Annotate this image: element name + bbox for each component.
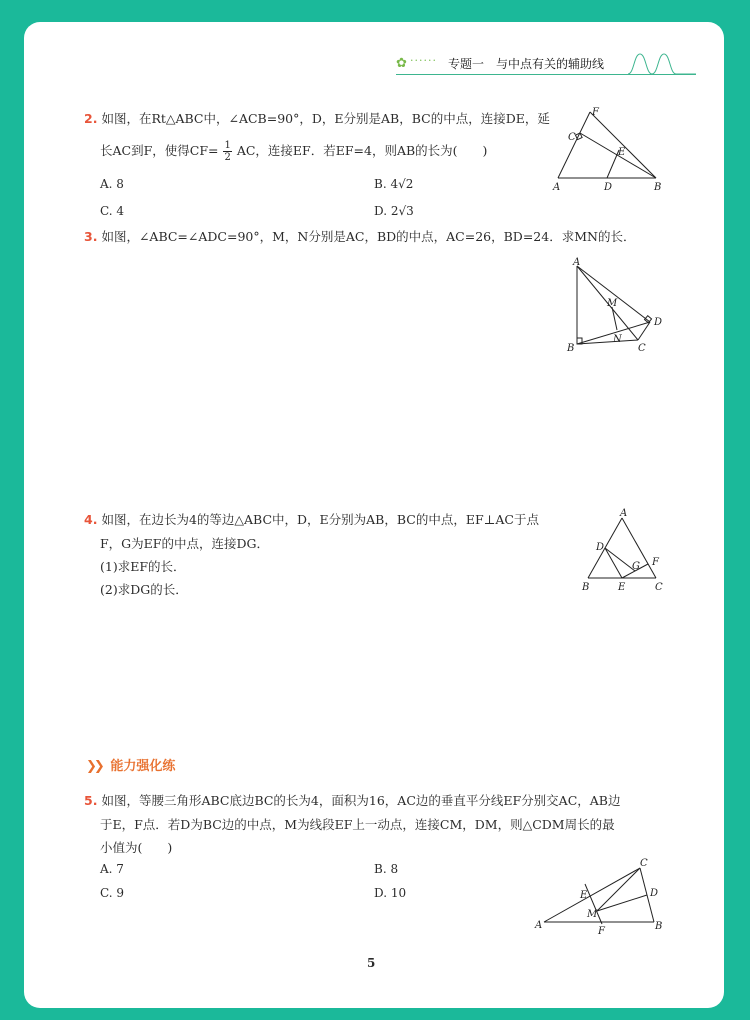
q5-line1 (84, 791, 620, 809)
q5-label-e: E (580, 890, 588, 901)
q3-text-1: 如图，∠ABC=∠ADC=90°，M，N分别是AC，BD的中点，AC=26，BD=24．求MN的长． (101, 229, 636, 244)
q4-text-1: 如图，在边长为4的等边△ABC中，D，E分别为AB，BC的中点，EF⊥AC于点 (101, 512, 539, 527)
q2-label-d: D (604, 182, 613, 193)
q4-sub1: (1)求EF的长． (100, 559, 186, 574)
q4-line1 (84, 510, 539, 528)
header-rule (396, 74, 696, 75)
dots-decoration: ······ (410, 54, 437, 67)
q3-label-n: N (613, 334, 622, 345)
wave-decoration-icon (628, 50, 696, 76)
q4-label-a: A (620, 508, 628, 519)
q3-label-c: C (638, 343, 646, 354)
q3-label-m: M (607, 298, 618, 309)
q2-figure (548, 104, 672, 200)
q2-frac-den: 2 (224, 152, 231, 163)
q5-option-a: A. 7 (100, 862, 124, 876)
q2-option-d: D. 2√3 (374, 204, 414, 218)
q2-fraction (223, 140, 231, 163)
q5-label-a: A (535, 920, 543, 931)
q5-number: 5. (84, 793, 98, 808)
page-number: 5 (367, 956, 376, 970)
q2-text-1: 如图，在Rt△ABC中，∠ACB=90°，D，E分别是AB，BC的中点，连接DE，延 (101, 111, 550, 126)
chevron-right-icon: ❯❯ (86, 759, 102, 774)
section-title-text: 能力强化练 (110, 759, 176, 774)
q5-label-f: F (598, 926, 605, 937)
q2-option-b: B. 4√2 (374, 177, 414, 191)
q4-label-b: B (582, 582, 590, 593)
q2-label-f: F (592, 107, 599, 118)
q5-option-c: C. 9 (100, 886, 125, 900)
q2-label-e: E (618, 147, 626, 158)
q5-text-1: 如图，等腰三角形ABC底边BC的长为4，面积为16，AC边的垂直平分线EF分别交AC，AB边 (101, 793, 621, 808)
q3-line1 (84, 227, 635, 245)
q4-sub2: (2)求DG的长． (100, 582, 188, 597)
section-title (86, 755, 175, 774)
q4-line2: F，G为EF的中点，连接DG． (100, 536, 269, 551)
q4-label-c: C (655, 582, 663, 593)
q5-line3: 小值为( ) (100, 840, 173, 855)
q4-label-e: E (618, 582, 626, 593)
q2-line1 (84, 109, 550, 127)
q5-line2: 于E，F点．若D为BC边的中点，M为线段EF上一动点，连接CM，DM，则△CDM周长的最 (100, 817, 615, 832)
q2-option-a: A. 8 (100, 177, 124, 191)
q2-label-a: A (553, 182, 561, 193)
q5-option-b: B. 8 (374, 862, 399, 876)
q4-label-g: G (632, 561, 640, 572)
q4-figure (578, 506, 670, 598)
q2-number: 2. (84, 111, 98, 126)
q3-label-b: B (567, 343, 575, 354)
q3-number: 3. (84, 229, 98, 244)
q2-frac-num: 1 (224, 140, 231, 151)
q5-option-d: D. 10 (374, 886, 407, 900)
chapter-title: 专题一 与中点有关的辅助线 (448, 57, 605, 71)
q5-label-b: B (655, 921, 663, 932)
q5-figure (530, 856, 670, 940)
page-header (396, 50, 696, 76)
q3-figure (560, 252, 672, 360)
star-icon: ✿ (396, 56, 407, 71)
q2-text-2b: AC，连接EF．若EF=4，则AB的长为( ) (236, 143, 488, 158)
q4-number: 4. (84, 512, 98, 527)
q2-text-2a: 长AC到F，使得CF= (100, 143, 219, 158)
q2-line2 (100, 140, 487, 163)
q5-label-d: D (650, 888, 659, 899)
q3-label-a: A (573, 257, 581, 268)
q2-label-c: C (568, 132, 576, 143)
q5-label-m: M (587, 909, 598, 920)
q5-label-c: C (640, 858, 648, 869)
q2-option-c: C. 4 (100, 204, 125, 218)
q2-label-b: B (654, 182, 662, 193)
q4-label-f: F (652, 557, 659, 568)
q3-label-d: D (654, 317, 663, 328)
q4-label-d: D (596, 542, 605, 553)
